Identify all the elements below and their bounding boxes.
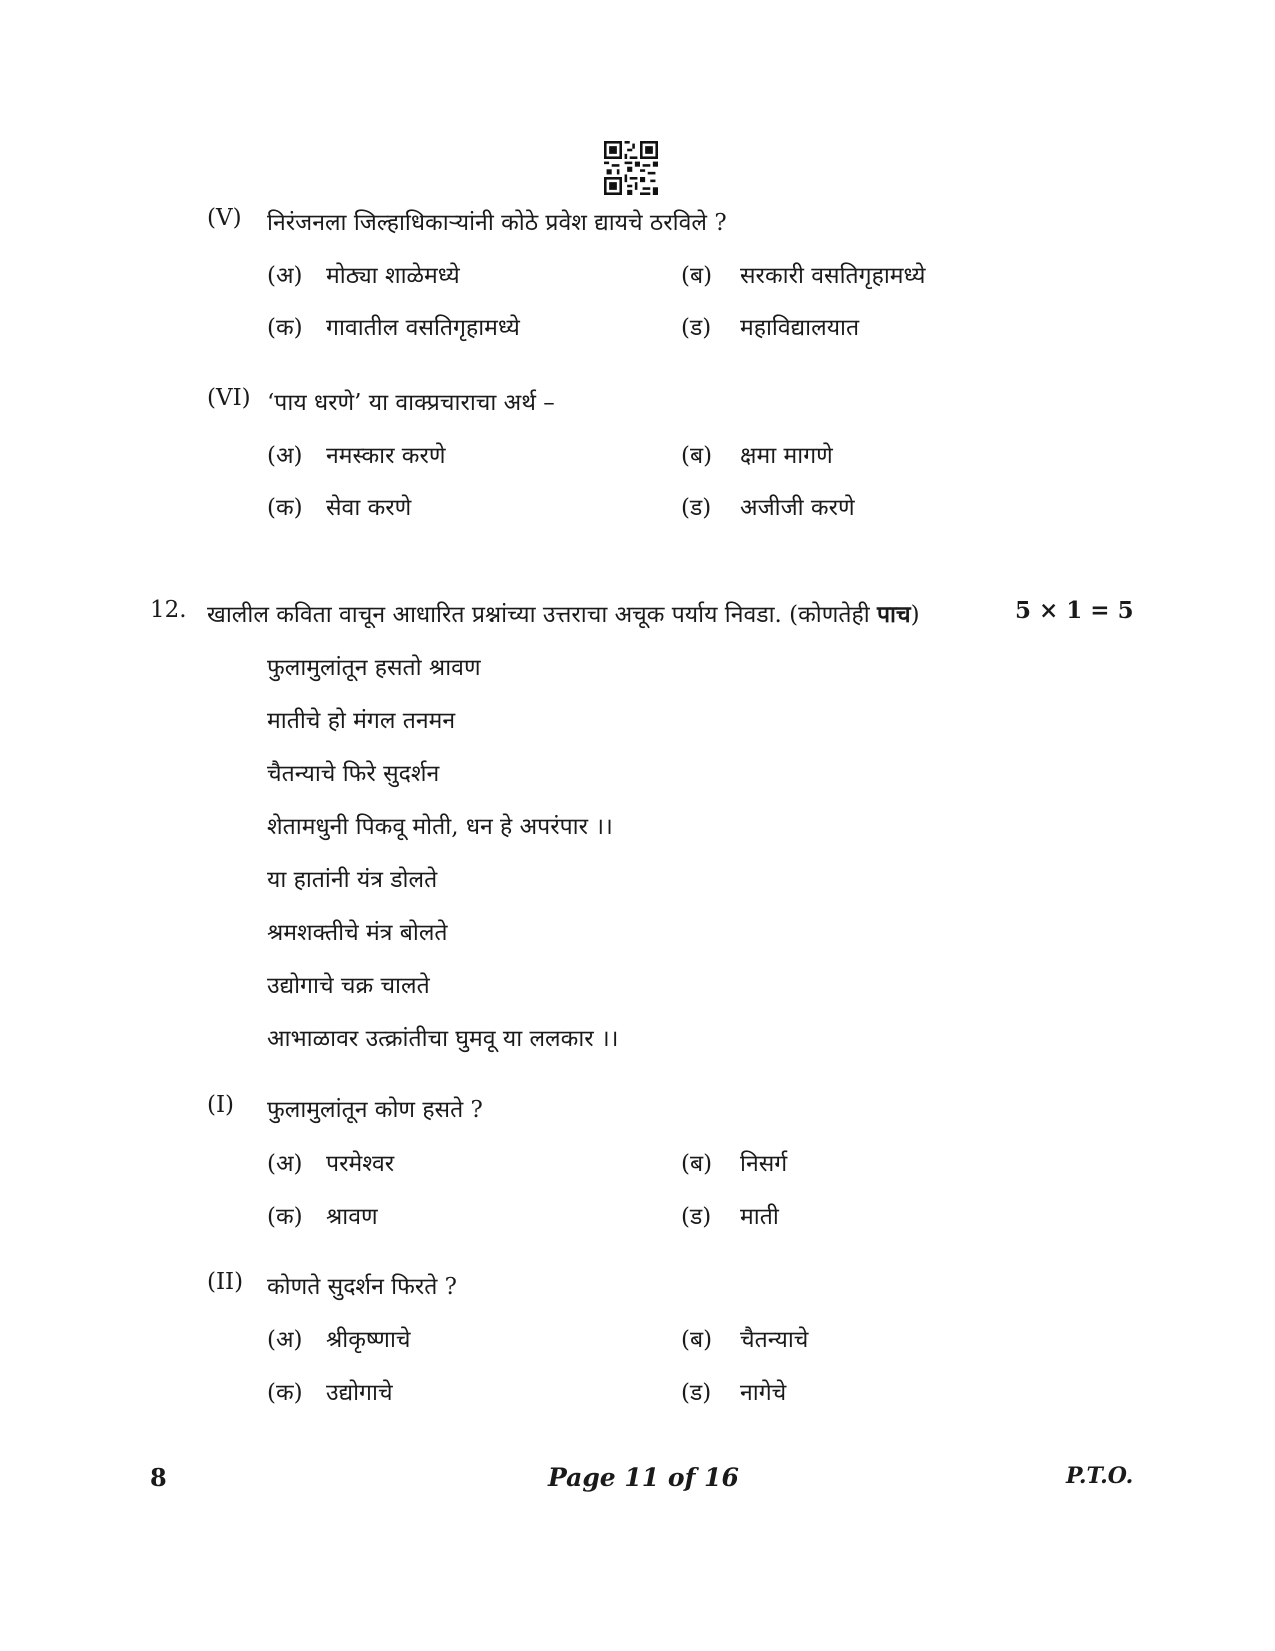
option-label: (क) xyxy=(267,495,303,521)
option-text: नागेचे xyxy=(740,1380,787,1406)
option-label: (अ) xyxy=(267,263,303,289)
poem-line: श्रमशक्तीचे मंत्र बोलते xyxy=(267,920,448,946)
question-text: खालील कविता वाचून आधारित प्रश्नांच्या उत्तराचा अचूक पर्याय निवडा. (कोणतेही पाच) xyxy=(207,601,920,628)
poem-line: आभाळावर उत्क्रांतीचा घुमवू या ललकार ।। xyxy=(267,1026,619,1052)
question-v xyxy=(0,205,1275,239)
poem-line: या हातांनी यंत्र डोलते xyxy=(267,867,438,893)
poem-line: शेतामधुनी पिकवू मोती, धन हे अपरंपार ।। xyxy=(267,814,613,840)
option-text: निसर्ग xyxy=(740,1151,788,1177)
option-text: मोठ्या शाळेमध्ये xyxy=(326,263,460,289)
poem-line: उद्योगाचे चक्र चालते xyxy=(267,973,430,999)
options-row xyxy=(0,1375,1275,1409)
question-12 xyxy=(0,597,1275,631)
option-text: अजीजी करणे xyxy=(740,495,855,521)
option-text: सेवा करणे xyxy=(326,495,412,521)
option-text: सरकारी वसतिगृहामध्ये xyxy=(740,263,926,289)
question-vi xyxy=(0,385,1275,419)
option-label: (ब) xyxy=(681,443,713,469)
option-label: (अ) xyxy=(267,1327,303,1353)
poem-line: चैतन्याचे फिरे सुदर्शन xyxy=(267,761,440,787)
question-number: (VI) xyxy=(207,385,251,411)
option-label: (क) xyxy=(267,315,303,341)
option-text: माती xyxy=(740,1204,779,1230)
option-text: श्रीकृष्णाचे xyxy=(326,1327,411,1353)
question-number: (V) xyxy=(207,205,242,231)
option-text: परमेश्वर xyxy=(326,1151,395,1177)
question-text: फुलामुलांतून कोण हसते ? xyxy=(267,1097,483,1123)
question-text: ‘पाय धरणे’ या वाक्प्रचाराचा अर्थ – xyxy=(267,390,555,416)
option-text: महाविद्यालयात xyxy=(740,315,860,341)
option-text: नमस्कार करणे xyxy=(326,443,446,469)
question-number: (I) xyxy=(207,1092,235,1118)
question-number: (II) xyxy=(207,1269,244,1295)
options-row xyxy=(0,1199,1275,1233)
question-12-i xyxy=(0,1092,1275,1126)
options-row xyxy=(0,438,1275,472)
option-label: (अ) xyxy=(267,443,303,469)
page-number: Page 11 of 16 xyxy=(548,1463,739,1492)
option-text: उद्योगाचे xyxy=(326,1380,393,1406)
options-row xyxy=(0,310,1275,344)
options-row xyxy=(0,490,1275,524)
option-label: (ड) xyxy=(681,495,712,521)
option-label: (ब) xyxy=(681,1151,713,1177)
option-text: क्षमा मागणे xyxy=(740,443,833,469)
options-row xyxy=(0,1322,1275,1356)
option-label: (ड) xyxy=(681,315,712,341)
option-label: (क) xyxy=(267,1380,303,1406)
option-text: चैतन्याचे xyxy=(740,1327,809,1353)
qr-code-icon xyxy=(604,141,658,195)
poem-line: फुलामुलांतून हसतो श्रावण xyxy=(267,655,481,681)
options-row xyxy=(0,258,1275,292)
question-12-ii xyxy=(0,1269,1275,1303)
question-number: 12. xyxy=(150,597,187,623)
option-label: (क) xyxy=(267,1204,303,1230)
option-label: (ड) xyxy=(681,1380,712,1406)
pto-label: P.T.O. xyxy=(1066,1463,1134,1489)
option-text: गावातील वसतिगृहामध्ये xyxy=(326,315,520,341)
option-label: (अ) xyxy=(267,1151,303,1177)
question-text: निरंजनला जिल्हाधिकाऱ्यांनी कोठे प्रवेश द्यायचे ठरविले ? xyxy=(267,210,727,236)
options-row xyxy=(0,1146,1275,1180)
option-text: श्रावण xyxy=(326,1204,378,1230)
option-label: (ड) xyxy=(681,1204,712,1230)
question-text: कोणते सुदर्शन फिरते ? xyxy=(267,1274,457,1300)
option-label: (ब) xyxy=(681,263,713,289)
poem-line: मातीचे हो मंगल तनमन xyxy=(267,708,456,734)
marks: 5 × 1 = 5 xyxy=(1015,597,1134,624)
option-label: (ब) xyxy=(681,1327,713,1353)
paper-code: 8 xyxy=(150,1463,167,1492)
